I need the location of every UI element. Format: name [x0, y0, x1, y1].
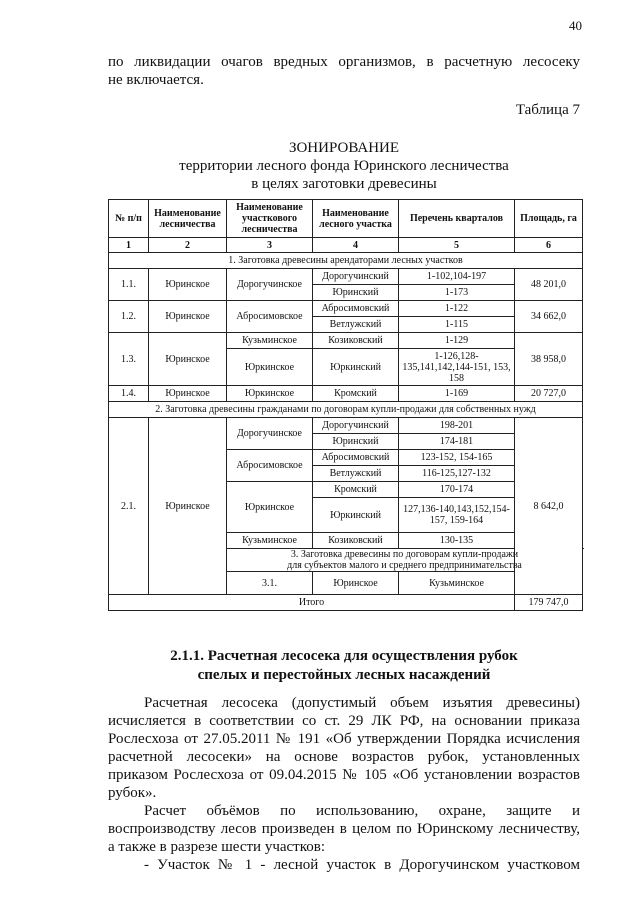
row-number: 3.1. — [227, 572, 313, 595]
paragraph-1 — [108, 694, 580, 802]
heading-line: 2.1.1. Расчетная лесосека для осуществления рубок — [170, 648, 518, 664]
section-row — [109, 253, 583, 269]
quarters-list: 174-181 — [399, 434, 515, 450]
forestry-name: Юринское — [313, 572, 399, 595]
district-forestry-name: Абросимовское — [227, 301, 313, 333]
forestry-name: Юринское — [149, 418, 227, 595]
header-cell: № п/п — [109, 200, 149, 238]
forest-plot-name: Дорогучинский — [313, 418, 399, 434]
table-title — [108, 139, 580, 193]
heading-line: спелых и перестойных лесных насаждений — [197, 667, 491, 683]
table-header-row — [109, 200, 583, 238]
forest-plot-name: Дорогучинский — [313, 269, 399, 285]
header-cell: Площадь, га — [515, 200, 583, 238]
quarters-list: 1-122 — [399, 301, 515, 317]
quarters-list: 198-201 — [399, 418, 515, 434]
section-3-heading — [227, 549, 583, 572]
quarters-list: 170-174 — [399, 482, 515, 498]
area-value: 38 958,0 — [515, 333, 583, 386]
title-line: территории лесного фонда Юринского лесничества — [179, 158, 509, 174]
district-forestry-name: Юркинское — [227, 349, 313, 386]
paragraph-line: рубок». — [108, 785, 157, 801]
paragraph-line: Рослесхоза от 27.05.2011 № 191 «Об утверждении Порядка исчисления — [108, 731, 580, 747]
column-number: 2 — [149, 238, 227, 253]
paragraph-line: - Участок № 1 - лесной участок в Дорогучинском участковом — [144, 857, 580, 873]
header-cell: Наименование лесного участка — [313, 200, 399, 238]
table-row — [109, 301, 583, 317]
forestry-name: Юринское — [149, 301, 227, 333]
intro-paragraph — [108, 53, 580, 89]
total-label: Итого — [109, 595, 515, 611]
district-forestry-name: Кузьминское — [399, 572, 515, 595]
row-number: 1.1. — [109, 269, 149, 301]
paragraph-2 — [108, 802, 580, 856]
table-row — [109, 333, 583, 349]
forest-plot-name: Кромский — [313, 386, 399, 402]
forest-plot-name: Юринский — [313, 434, 399, 450]
district-forestry-name: Юркинское — [227, 386, 313, 402]
paragraph-line: Расчетная лесосека (допустимый объем изъятия древесины) — [144, 695, 580, 711]
forestry-name: Юринское — [149, 269, 227, 301]
forest-plot-name: Юркинский — [313, 498, 399, 533]
area-value: 8 642,0 — [515, 418, 583, 595]
quarters-list: 127,136-140,143,152,154-157, 159-164 — [399, 498, 515, 533]
intro-line: не включается. — [108, 72, 204, 88]
forest-plot-name: Юркинский — [313, 349, 399, 386]
row-number: 1.3. — [109, 333, 149, 386]
table-label: Таблица 7 — [515, 102, 580, 118]
total-area: 179 747,0 — [515, 595, 583, 611]
section-3-line: 3. Заготовка древесины по договорам купли-продажи — [290, 549, 519, 560]
forest-plot-name: Козиковский — [313, 333, 399, 349]
quarters-list: 1-129 — [399, 333, 515, 349]
header-cell: Наименование лесничества — [149, 200, 227, 238]
row-number: 1.4. — [109, 386, 149, 402]
paragraph-line: воспроизводству лесов произведен в целом по Юринскому лесничеству, — [108, 821, 580, 837]
table-row — [109, 418, 583, 434]
quarters-list: 1-169 — [399, 386, 515, 402]
zoning-table — [108, 199, 583, 611]
column-number: 3 — [227, 238, 313, 253]
forest-plot-name: Абросимовский — [313, 301, 399, 317]
district-forestry-name: Кузьминское — [227, 533, 313, 549]
table-row — [109, 269, 583, 285]
row-number: 2.1. — [109, 418, 149, 595]
area-value: 34 662,0 — [515, 301, 583, 333]
title-line: ЗОНИРОВАНИЕ — [288, 140, 400, 156]
section-2-heading: 2. Заготовка древесины гражданами по договорам купли-продажи для собственных нужд — [109, 402, 583, 418]
paragraph-line: исчисляется в соответствии со ст. 29 ЛК РФ, на основании приказа — [108, 713, 580, 729]
forest-plot-name: Юринский — [313, 285, 399, 301]
quarters-list: 1-173 — [399, 285, 515, 301]
intro-line: по ликвидации очагов вредных организмов, в расчетную лесосеку — [108, 54, 580, 70]
district-forestry-name: Абросимовское — [227, 450, 313, 482]
paragraph-line: приказом Рослесхоза от 09.04.2015 № 105 «Об установлении возрастов — [108, 767, 580, 783]
quarters-list: 123-152, 154-165 — [399, 450, 515, 466]
page-number: 40 — [569, 18, 582, 33]
column-number: 1 — [109, 238, 149, 253]
forestry-name: Юринское — [149, 386, 227, 402]
column-number: 6 — [515, 238, 583, 253]
quarters-list: 1-102,104-197 — [399, 269, 515, 285]
paragraph-3 — [108, 856, 580, 874]
forest-plot-name: Ветлужский — [313, 466, 399, 482]
paragraph-line: расчетной лесосеки» на основе возрастов рубок, установленных — [108, 749, 580, 765]
quarters-list: 116-125,127-132 — [399, 466, 515, 482]
column-number-row — [109, 238, 583, 253]
title-line: в целях заготовки древесины — [251, 176, 437, 192]
area-value: 20 727,0 — [515, 386, 583, 402]
district-forestry-name: Кузьминское — [227, 333, 313, 349]
area-value: 48 201,0 — [515, 269, 583, 301]
table-row — [109, 386, 583, 402]
quarters-list: 1-126,128-135,141,142,144-151, 153, 158 — [399, 349, 515, 386]
forest-plot-name: Ветлужский — [313, 317, 399, 333]
section-heading — [108, 647, 580, 685]
header-cell: Наименование участкового лесничества — [227, 200, 313, 238]
quarters-list: 130-135 — [399, 533, 515, 549]
forest-plot-name: Кромский — [313, 482, 399, 498]
quarters-list: 1-115 — [399, 317, 515, 333]
header-cell: Перечень кварталов — [399, 200, 515, 238]
forestry-name: Юринское — [149, 333, 227, 386]
row-number: 1.2. — [109, 301, 149, 333]
paragraph-line: Расчет объёмов по использованию, охране, защите и — [144, 803, 580, 819]
forest-plot-name: Абросимовский — [313, 450, 399, 466]
section-3-line: для субъектов малого и среднего предпринимательства — [287, 560, 522, 571]
section-row — [109, 402, 583, 418]
district-forestry-name: Дорогучинское — [227, 418, 313, 450]
column-number: 4 — [313, 238, 399, 253]
section-1-heading: 1. Заготовка древесины арендаторами лесных участков — [109, 253, 583, 269]
district-forestry-name: Дорогучинское — [227, 269, 313, 301]
column-number: 5 — [399, 238, 515, 253]
district-forestry-name: Юркинское — [227, 482, 313, 533]
forest-plot-name: Козиковский — [313, 533, 399, 549]
paragraph-line: а также в разрезе шести участков: — [108, 839, 326, 855]
total-row — [109, 595, 583, 611]
